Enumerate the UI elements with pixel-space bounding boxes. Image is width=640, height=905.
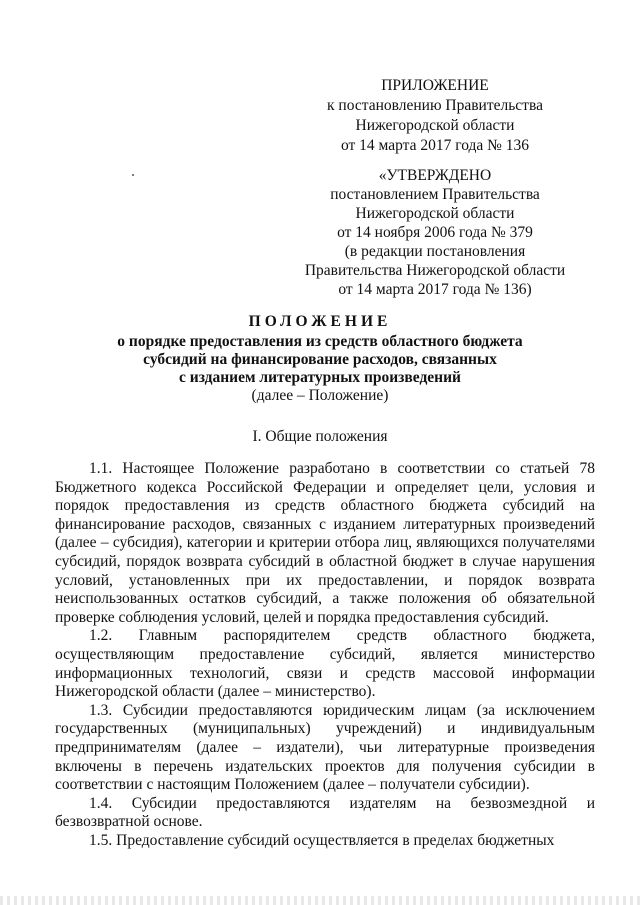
approval-line: «УТВЕРЖДЕНО bbox=[378, 167, 492, 184]
paragraph: 1.4. Субсидии предоставляются издателям на безвозмездной и безвозвратной основе. bbox=[55, 794, 595, 831]
appendix-line: Нижегородской области bbox=[355, 117, 515, 134]
appendix-line: от 14 марта 2017 года № 136 bbox=[340, 137, 530, 154]
approval-line: от 14 ноября 2006 года № 379 bbox=[337, 224, 533, 241]
approval-line: Правительства Нижегородской области bbox=[304, 262, 566, 279]
title-main: ПОЛОЖЕНИЕ bbox=[248, 313, 392, 330]
title-subtitle-line: о порядке предоставления из средств областного бюджета bbox=[117, 333, 523, 350]
appendix-line: ПРИЛОЖЕНИЕ bbox=[381, 77, 489, 94]
title-subtitle-line: с изданием литературных произведений bbox=[179, 369, 461, 386]
title-subtitle-line: субсидий на финансирование расходов, связанных bbox=[143, 351, 497, 368]
paragraph: 1.5. Предоставление субсидий осуществляется в пределах бюджетных bbox=[89, 831, 555, 849]
paragraph: 1.1. Настоящее Положение разработано в соответствии со статьей 78 Бюджетного кодекса Российской Федерации и определяет цели, условия и порядок предоставления из средств областного бюджета субсидий на финансирование расходов, связанных с изданием литературных произведений (далее – субсидия), категории и критерии отбора лиц, являющихся получателями субсидий, порядок возврата субсидий в областной бюджет в случае нарушения условий, установленных при их предоставлении, и порядок возврата неиспользованных остатков субсидий, а также положения об обязательной проверке соблюдения условий, целей и порядка предоставления субсидий. bbox=[55, 460, 595, 626]
approval-line: (в редакции постановления bbox=[344, 243, 526, 260]
section-heading: I. Общие положения bbox=[252, 428, 388, 445]
approval-line: Нижегородской области bbox=[355, 205, 515, 222]
appendix-header bbox=[300, 76, 570, 156]
document-body bbox=[55, 460, 595, 850]
document-title bbox=[60, 313, 580, 405]
scan-edge-artifact bbox=[0, 896, 640, 905]
appendix-line: к постановлению Правительства bbox=[327, 97, 543, 114]
title-short-name: (далее – Положение) bbox=[251, 387, 389, 404]
approval-stamp-text bbox=[300, 166, 570, 299]
approval-line: постановлением Правительства bbox=[330, 186, 540, 203]
scan-speck bbox=[132, 174, 134, 176]
paragraph: 1.3. Субсидии предоставляются юридическим лицам (за исключением государственных (муниципальных) учреждений) и индивидуальным предпринимателям (далее – издатели), чьи литературные произведения включены в перечень издательских проектов для получения субсидии в соответствии с настоящим Положением (далее – получатели субсидии). bbox=[55, 701, 595, 794]
approval-line: от 14 марта 2017 года № 136) bbox=[338, 281, 532, 298]
paragraph: 1.2. Главным распорядителем средств областного бюджета, осуществляющим предоставление субсидий, является министерство информационных технологий, связи и средств массовой информации Нижегородской области (далее – министерство). bbox=[55, 627, 595, 701]
